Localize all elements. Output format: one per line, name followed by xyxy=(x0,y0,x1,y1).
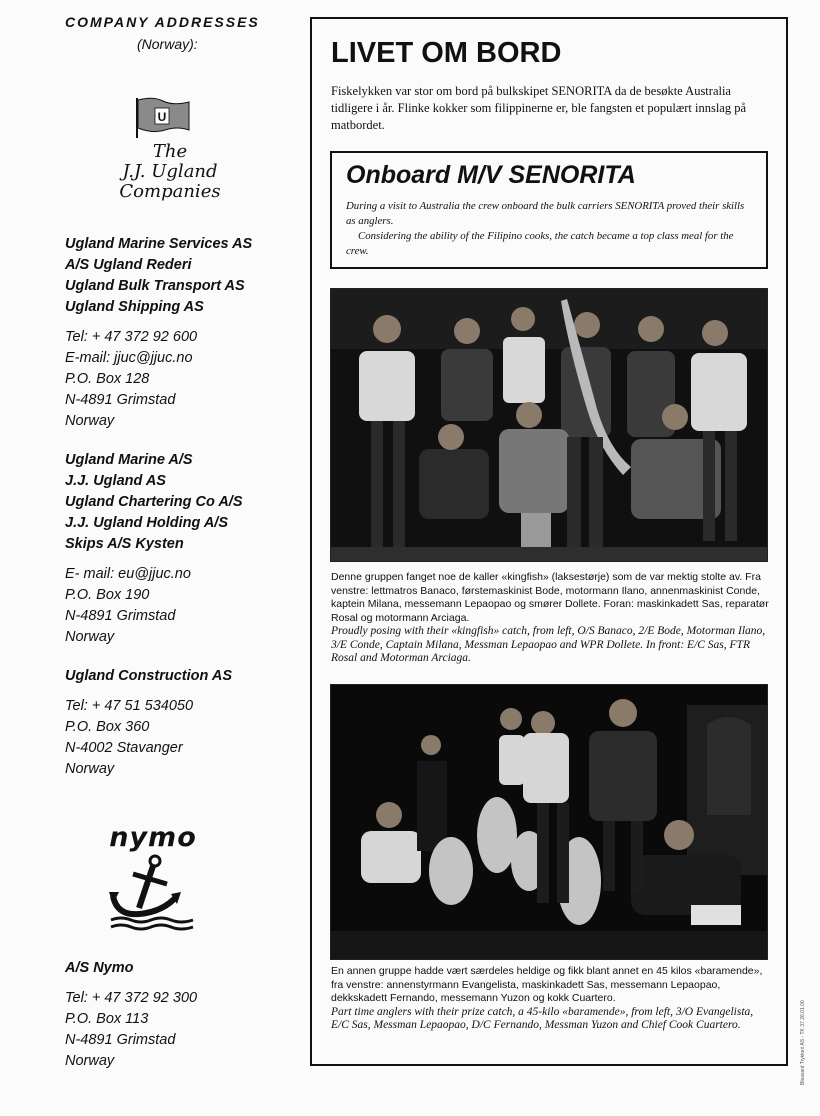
addresses-heading: COMPANY ADDRESSES xyxy=(65,14,260,30)
caption-english: Proudly posing with their «kingfish» catch, from left, O/S Banaco, 2/E Bode, Motorman Ilano, 3/E Conde, Captain Milana, Messman Lepaopao and WPR Dollete. In front: E/C Sas, FTR Rosal and Motorman Arciaga. xyxy=(331,625,766,664)
crew-kingfish-photo xyxy=(330,288,768,562)
country: Norway xyxy=(65,761,115,777)
photo-illustration xyxy=(331,685,767,959)
company-name: J.J. Ugland Holding A/S xyxy=(65,515,228,531)
company-name: A/S Nymo xyxy=(65,960,134,976)
addresses-subheading: (Norway): xyxy=(137,36,198,52)
article-frame xyxy=(310,17,788,1066)
english-paragraph: During a visit to Australia the crew onboard the bulk carriers SENORITA proved their skills as anglers. xyxy=(346,200,745,227)
phone-number: Tel: + 47 372 92 300 xyxy=(65,990,198,1006)
postal-city: N-4891 Grimstad xyxy=(65,608,176,624)
nymo-wordmark: nymo xyxy=(109,822,197,853)
caption-norwegian: En annen gruppe hadde vært særdeles heldige og fikk blant annet en 45 kilos «baramende», fra venstre: annenstyrmann Evangelista, maskinkadett Sas, messemann Lepaopao, dekkskadett Fernando, messemann Yuzon og kokk Cuartero. xyxy=(331,965,763,1004)
addresses-column xyxy=(0,0,300,1116)
caption-english: Part time anglers with their prize catch, a 45-kilo «baramende», from left, 3/O Evangelista, E/C Sas, Messman Lepaopao, D/C Fernando, Messman Yuzon and Chief Cook Cuartero. xyxy=(331,1005,754,1031)
english-title: Onboard M/V SENORITA xyxy=(346,161,636,189)
english-paragraph: Considering the ability of the Filipino cooks, the catch became a top class meal for the crew. xyxy=(346,230,734,257)
photo2-caption xyxy=(331,965,771,1033)
po-box: P.O. Box 360 xyxy=(65,719,150,735)
postal-city: N-4891 Grimstad xyxy=(65,392,176,408)
english-summary-box xyxy=(330,151,768,269)
logo-line-3: Companies xyxy=(119,181,221,202)
po-box: P.O. Box 113 xyxy=(65,1011,149,1027)
company-name: Ugland Marine A/S xyxy=(65,452,193,468)
country: Norway xyxy=(65,629,115,645)
company-name: Ugland Shipping AS xyxy=(65,299,204,315)
country: Norway xyxy=(65,1053,115,1069)
address-block-ugland-construction xyxy=(65,666,295,780)
po-box: P.O. Box 128 xyxy=(65,371,150,387)
article-title: LIVET OM BORD xyxy=(331,37,562,69)
logo-line-2: J.J. Ugland xyxy=(122,161,218,182)
printer-note: Bleasant Trykkeri AS - TK 37.26.01.00 xyxy=(800,1000,806,1085)
nymo-logo xyxy=(103,822,203,934)
company-name: Ugland Marine Services AS xyxy=(65,236,253,252)
country: Norway xyxy=(65,413,115,429)
english-body xyxy=(346,199,746,259)
company-name: J.J. Ugland AS xyxy=(65,473,166,489)
photo1-caption xyxy=(331,571,771,666)
caption-norwegian: Denne gruppen fanget noe de kaller «kingfish» (laksestørje) som de var mektig stolte av. Fra venstre: lettmatros Banaco, førstemaskinist Bode, motormann Ilano, annenmaskinist Conde, kaptein Milana, messemann Lepaopao og smører Dollete. Foran: maskinkadett Sas, reparatør Rosal og motormann Arciaga. xyxy=(331,571,769,624)
night-catch-photo xyxy=(330,684,768,960)
company-name: Ugland Construction AS xyxy=(65,668,233,684)
postal-city: N-4891 Grimstad xyxy=(65,1032,176,1048)
email-address[interactable]: E- mail: eu@jjuc.no xyxy=(65,566,191,582)
ugland-logo xyxy=(100,142,240,202)
company-name: Ugland Bulk Transport AS xyxy=(65,278,245,294)
company-name: Skips A/S Kysten xyxy=(65,536,184,552)
address-block-ugland-marine xyxy=(65,450,295,648)
anchor-icon xyxy=(103,852,203,934)
postal-city: N-4002 Stavanger xyxy=(65,740,183,756)
address-block-ugland-marine-services xyxy=(65,234,295,432)
logo-line-1: The xyxy=(152,141,188,162)
address-block-nymo xyxy=(65,958,295,1072)
email-address[interactable]: E-mail: jjuc@jjuc.no xyxy=(65,350,193,366)
phone-number: Tel: + 47 372 92 600 xyxy=(65,329,198,345)
article-intro: Fiskelykken var stor om bord på bulkskipet SENORITA da de besøkte Australia tidligere i år. Flinke kokker som filippinerne er, ble fangsten et populært innslag på matbordet. xyxy=(331,84,747,132)
company-name: Ugland Chartering Co A/S xyxy=(65,494,243,510)
company-name: A/S Ugland Rederi xyxy=(65,257,192,273)
phone-number: Tel: + 47 51 534050 xyxy=(65,698,194,714)
flag-letter: U xyxy=(157,110,167,124)
photo-illustration xyxy=(331,289,767,561)
po-box: P.O. Box 190 xyxy=(65,587,150,603)
ugland-flag-icon xyxy=(133,96,193,140)
